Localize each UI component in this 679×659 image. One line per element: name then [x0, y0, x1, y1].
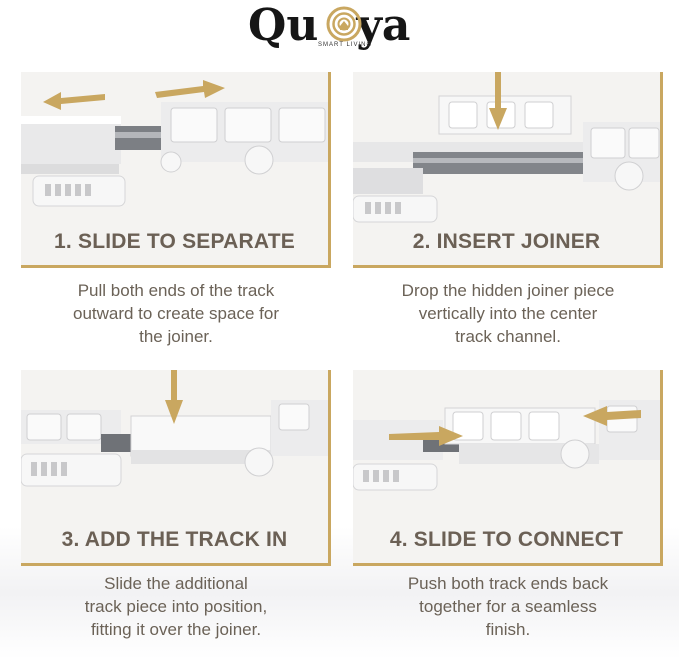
step-1-panel	[21, 72, 331, 268]
brand-logo-icon	[326, 6, 362, 42]
step-3-panel	[21, 370, 331, 566]
step-2-description-line: track channel.	[455, 327, 561, 346]
step-3-description	[21, 572, 331, 641]
brand-tagline: SMART LIVING	[318, 42, 373, 48]
step-4-description-line: Push both track ends back	[407, 574, 609, 593]
step-1-description-line: outward to create space for	[72, 304, 279, 323]
step-3-description-line: track piece into position,	[84, 597, 268, 616]
step-1-description-line: the joiner.	[139, 327, 213, 346]
step-4-description	[353, 572, 663, 641]
step-2-title: 2. INSERT JOINER	[412, 230, 601, 253]
step-2-panel	[353, 72, 663, 268]
step-4-panel	[353, 370, 663, 566]
step-2-description	[353, 279, 663, 348]
step-3-description-line: fitting it over the joiner.	[90, 620, 262, 639]
brand-name-right: ya	[356, 0, 411, 51]
brand-name-left: Qu	[248, 0, 319, 51]
step-1-title: 1. SLIDE TO SEPARATE	[54, 230, 295, 253]
step-1-description	[21, 279, 331, 348]
step-3-title: 3. ADD THE TRACK IN	[61, 528, 288, 551]
step-4-description-line: finish.	[485, 620, 531, 639]
step-3-description-line: Slide the additional	[104, 574, 248, 593]
brand-header	[0, 0, 679, 60]
step-1-description-line: Pull both ends of the track	[77, 281, 275, 300]
step-4-description-line: together for a seamless	[419, 597, 597, 616]
step-2-description-line: Drop the hidden joiner piece	[401, 281, 615, 300]
step-4-title: 4. SLIDE TO CONNECT	[389, 528, 624, 551]
step-2-description-line: vertically into the center	[418, 304, 598, 323]
